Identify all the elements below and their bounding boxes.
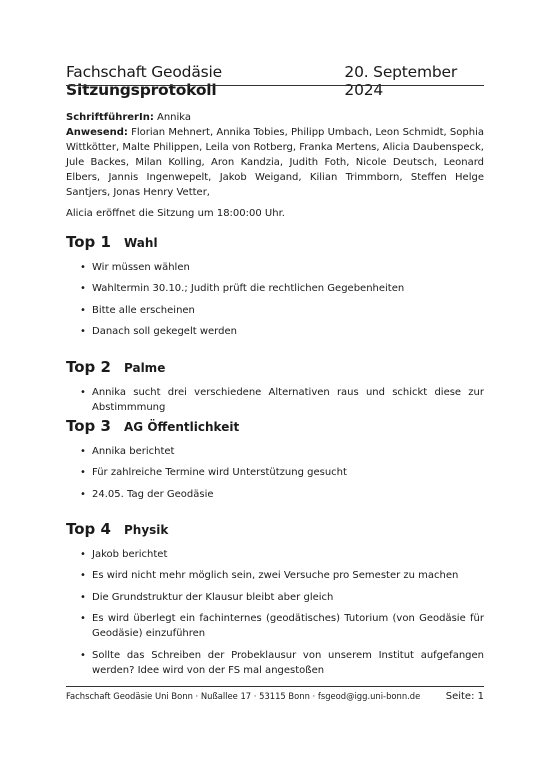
top-item-list xyxy=(66,547,484,678)
list-item: • Jakob berichtet xyxy=(66,547,484,562)
list-item: • 24.05. Tag der Geodäsie xyxy=(66,487,484,502)
list-item: • Es wird überlegt ein fachinternes (geodätisches) Tutorium (von Geodäsie für Geodäsie) einzuführen xyxy=(66,611,484,641)
writer-label: SchriftführerIn: xyxy=(66,112,154,123)
document-header xyxy=(66,63,484,99)
list-item: • Annika berichtet xyxy=(66,444,484,459)
top-title: AG Öffentlichkeit xyxy=(124,420,240,434)
top-item-list xyxy=(66,444,484,502)
meta-block xyxy=(66,110,484,200)
list-item: • Wahltermin 30.10.; Judith prüft die rechtlichen Gegebenheiten xyxy=(66,281,484,296)
agenda-top-4 xyxy=(66,520,484,678)
header-date: 20. September 2024 xyxy=(344,63,458,99)
top-item-list xyxy=(66,385,484,415)
list-item: • Sollte das Schreiben der Probeklausur von unserem Institut aufgefangen werden? Idee wird von der FS mal angestoßen xyxy=(66,648,484,678)
top-title: Physik xyxy=(124,523,169,537)
list-item: • Danach soll gekegelt werden xyxy=(66,324,484,339)
agenda-top-1 xyxy=(66,233,484,339)
header-rule xyxy=(66,85,484,86)
top-heading xyxy=(66,520,484,540)
top-item-list xyxy=(66,260,484,340)
present-line xyxy=(66,125,484,200)
list-item: • Wir müssen wählen xyxy=(66,260,484,275)
top-title: Palme xyxy=(124,361,166,375)
top-number: Top 4 xyxy=(66,520,111,538)
present-label: Anwesend: xyxy=(66,127,128,138)
opening-line: Alicia eröffnet die Sitzung um 18:00:00 Uhr. xyxy=(66,208,285,219)
page-number: Seite: 1 xyxy=(445,691,484,702)
top-number: Top 3 xyxy=(66,417,111,435)
list-item: • Die Grundstruktur der Klausur bleibt aber gleich xyxy=(66,590,484,605)
footer-address: Fachschaft Geodäsie Uni Bonn · Nußallee 17 · 53115 Bonn · fsgeod@igg.uni-bonn.de xyxy=(66,691,421,701)
protocol-page xyxy=(66,0,484,768)
top-heading xyxy=(66,358,484,378)
list-item: • Für zahlreiche Termine wird Unterstützung gesucht xyxy=(66,465,484,480)
writer-name: Annika xyxy=(157,112,192,123)
top-heading xyxy=(66,417,484,437)
top-number: Top 2 xyxy=(66,358,111,376)
present-list: Florian Mehnert, Annika Tobies, Philipp Umbach, Leon Schmidt, Sophia Wittkötter, Malte Philippen, Leila von Rotberg, Franka Mertens, Alicia Daubenspeck, Jule Backes, Milan Kolling, Aron Kandzia, Judith Foth, Nicole Deutsch, Leonard Elbers, Jannis Ingenwepelt, Jakob Weigand, Kilian Trimmborn, Steffen Helge Santjers, Jonas Henry Vetter, xyxy=(66,127,484,198)
list-item: • Bitte alle erscheinen xyxy=(66,303,484,318)
list-item: • Annika sucht drei verschiedene Alternativen raus und schickt diese zur Abstimmmung xyxy=(66,385,484,415)
document-footer xyxy=(66,691,484,702)
list-item: • Es wird nicht mehr möglich sein, zwei Versuche pro Semester zu machen xyxy=(66,568,484,583)
agenda-top-3 xyxy=(66,417,484,502)
footer-rule xyxy=(66,686,484,687)
header-doctype: Sitzungsprotokoll xyxy=(66,81,217,99)
top-heading xyxy=(66,233,484,253)
header-title xyxy=(66,63,344,99)
top-title: Wahl xyxy=(124,236,158,250)
header-org: Fachschaft Geodäsie xyxy=(66,63,222,81)
agenda-top-2 xyxy=(66,358,484,415)
top-number: Top 1 xyxy=(66,233,111,251)
writer-line xyxy=(66,110,484,125)
